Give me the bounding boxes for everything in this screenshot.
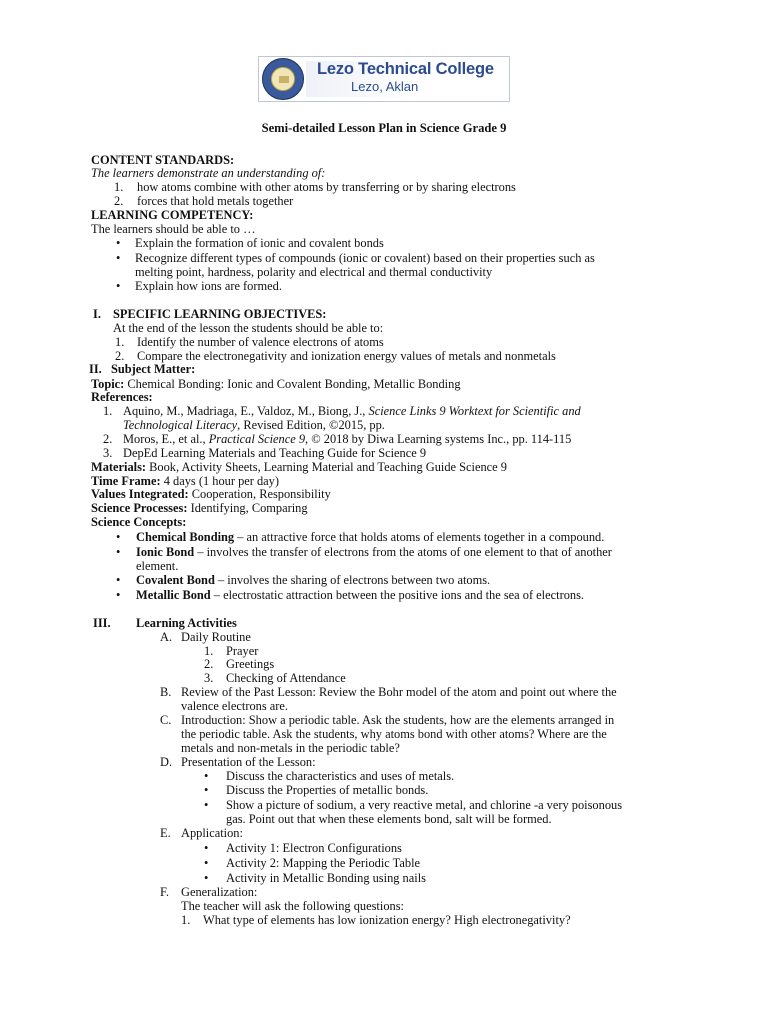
list-number: 1. [114,180,124,194]
objectives-heading: SPECIFIC LEARNING OBJECTIVES: [113,307,327,321]
reference-authors: Moros, E., et al., [123,432,206,446]
bullet-icon: • [116,588,121,602]
section-numeral: I. [93,307,101,321]
topic-value: Chemical Bonding: Ionic and Covalent Bonding, Metallic Bonding [127,377,461,391]
concept-item [136,573,490,587]
list-item: What type of elements has low ionization energy? High electronegativity? [203,913,571,927]
bullet-icon: • [204,871,209,885]
list-number: 1. [115,335,125,349]
materials-label: Materials: [91,460,147,474]
list-item-continued: gas. Point out that when these elements bond, salt will be formed. [226,812,552,826]
bullet-icon: • [116,236,121,250]
learning-activities-heading: Learning Activities [136,616,237,630]
list-number: 2. [204,657,214,671]
activity-title: Daily Routine [181,630,251,644]
reference-publisher: , © 2018 by Diwa Learning systems Inc., pp. 114-115 [305,432,572,446]
activity-letter: B. [160,685,172,699]
concept-term: Metallic Bond [136,588,211,602]
page-title: Semi-detailed Lesson Plan in Science Grade 9 [261,121,507,135]
activity-title: Presentation of the Lesson: [181,755,316,769]
activity-text: The teacher will ask the following questions: [181,899,404,913]
list-item: Explain how ions are formed. [135,279,282,293]
reference-title: Technological Literacy [123,418,238,432]
list-item: Discuss the Properties of metallic bonds. [226,783,429,797]
bullet-icon: • [116,573,121,587]
activity-letter: E. [160,826,171,840]
values-label: Values Integrated: [91,487,189,501]
bullet-icon: • [204,798,209,812]
values-line [91,487,331,501]
values-value: Cooperation, Responsibility [191,487,331,501]
list-item: Prayer [226,644,259,658]
subject-matter-heading: Subject Matter: [111,362,196,376]
list-item: Compare the electronegativity and ionization energy values of metals and nonmetals [137,349,556,363]
activity-title: Application: [181,826,243,840]
activity-title: Generalization: [181,885,258,899]
materials-line [91,460,507,474]
content-standards-intro: The learners demonstrate an understanding of: [91,166,326,180]
list-item-continued: melting point, hardness, polarity and electrical and thermal conductivity [135,265,493,279]
concept-item [136,545,612,559]
concept-term: Covalent Bond [136,573,215,587]
activity-letter: D. [160,755,173,769]
science-concepts-label: Science Concepts: [91,515,187,529]
science-processes-line [91,501,308,515]
concept-item [136,588,584,602]
reference-title: Science Links 9 Worktext for Scientific and [368,404,581,418]
list-item: how atoms combine with other atoms by transferring or by sharing electrons [137,180,516,194]
section-numeral: III. [93,616,111,630]
time-frame-line [91,474,279,488]
activity-letter: F. [160,885,169,899]
college-seal-icon [262,58,304,100]
list-number: 2. [114,194,124,208]
activity-text-continued: metals and non-metals in the periodic table? [181,741,400,755]
topic-label: Topic: [91,377,125,391]
reference-title: Practical Science 9 [208,432,306,446]
bullet-icon: • [116,251,121,265]
bullet-icon: • [116,279,121,293]
concept-item [136,530,604,544]
bullet-icon: • [204,783,209,797]
list-item: Show a picture of sodium, a very reactive metal, and chlorine -a very poisonous [226,798,623,812]
section-numeral: II. [89,362,102,376]
list-item: Identify the number of valence electrons of atoms [137,335,384,349]
activity-letter: A. [160,630,173,644]
concept-definition: – an attractive force that holds atoms of elements together in a compound. [237,530,605,544]
list-item: forces that hold metals together [137,194,294,208]
list-item: Activity 1: Electron Configurations [226,841,402,855]
bullet-icon: • [116,545,121,559]
time-frame-value: 4 days (1 hour per day) [163,474,280,488]
list-number: 3. [103,446,113,460]
list-item: Activity 2: Mapping the Periodic Table [226,856,421,870]
concept-definition: – involves the transfer of electrons from the atoms of one element to that of another [197,545,612,559]
science-processes-label: Science Processes: [91,501,188,515]
bullet-icon: • [204,841,209,855]
list-item: Checking of Attendance [226,671,346,685]
list-number: 1. [103,404,113,418]
bullet-icon: • [204,769,209,783]
reference-item [123,432,571,446]
science-processes-value: Identifying, Comparing [190,501,308,515]
reference-item [123,404,581,418]
college-name: Lezo Technical College [317,60,494,78]
concept-definition: – electrostatic attraction between the positive ions and the sea of electrons. [213,588,585,602]
activity-text-continued: the periodic table. Ask the students, why atoms bond with other atoms? Where are the [181,727,607,741]
list-number: 2. [103,432,113,446]
references-label: References: [91,390,153,404]
concept-term: Chemical Bonding [136,530,235,544]
concept-definition: – involves the sharing of electrons between two atoms. [217,573,491,587]
list-number: 2. [115,349,125,363]
objectives-intro: At the end of the lesson the students should be able to: [113,321,384,335]
bullet-icon: • [116,530,121,544]
reference-authors: Aquino, M., Madriaga, E., Valdoz, M., Biong, J., [123,404,366,418]
list-item: Explain the formation of ionic and covalent bonds [135,236,384,250]
bullet-icon: • [204,856,209,870]
activity-text: Introduction: Show a periodic table. Ask the students, how are the elements arranged in [181,713,615,727]
list-item: Discuss the characteristics and uses of metals. [226,769,455,783]
materials-value: Book, Activity Sheets, Learning Material and Teaching Guide Science 9 [149,460,507,474]
list-number: 1. [181,913,191,927]
time-frame-label: Time Frame: [91,474,161,488]
topic-line [91,377,461,391]
learning-competency-intro: The learners should be able to … [91,222,256,236]
activity-text-continued: valence electrons are. [181,699,288,713]
learning-competency-heading: LEARNING COMPETENCY: [91,208,254,222]
list-number: 3. [204,671,214,685]
reference-item: DepEd Learning Materials and Teaching Guide for Science 9 [123,446,427,460]
concept-term: Ionic Bond [136,545,195,559]
reference-item-continued [123,418,385,432]
activity-text: Review of the Past Lesson: Review the Bohr model of the atom and point out where the [181,685,617,699]
college-location: Lezo, Aklan [351,79,419,94]
list-item: Greetings [226,657,275,671]
concept-item-continued: element. [136,559,179,573]
list-item: Recognize different types of compounds (ionic or covalent) based on their properties such as [135,251,595,265]
activity-letter: C. [160,713,172,727]
list-item: Activity in Metallic Bonding using nails [226,871,426,885]
content-standards-heading: CONTENT STANDARDS: [91,153,235,167]
college-logo-banner [258,56,510,102]
list-number: 1. [204,644,214,658]
reference-edition: , Revised Edition, ©2015, pp. [237,418,385,432]
